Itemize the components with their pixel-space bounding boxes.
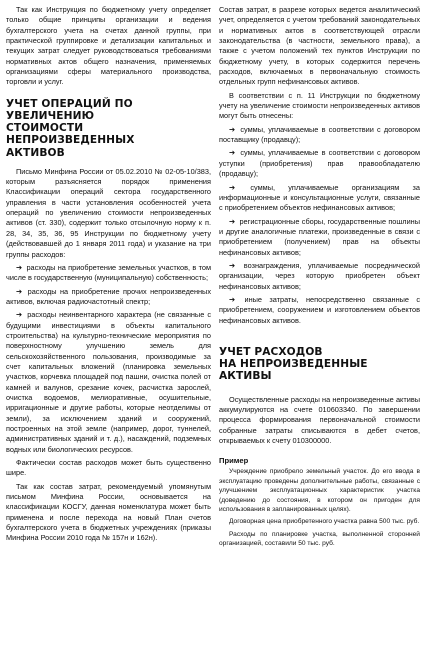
left-column [6,5,211,547]
bullet-text: расходы на приобретение земельных участков, в том числе в государственную (муниципальную) собственность; [6,262,211,283]
example-paragraph: Учреждение приобрело земельный участок. До его ввода в эксплуатацию проведены дополнительные работы, связанные с улучшением эксплуатационных характеристик участка (доведению до состояния, в котором он пригоден для использования в запланированных целях). [219,468,420,513]
paragraph: Состав затрат, в разрезе которых ведется аналитический учет, определяется с учетом требований законодательных и нормативных актов в соответствующей отрасли законодательства (в частности, земельного права), а также с учетом положений тех пунктов Инструкции по бюджетному учету, в которых содержится перечень расходов, включаемых в первоначальную стоимость отдельных групп нефинансовых активов. [219,5,420,87]
paragraph: Так как состав затрат, рекомендуемый упомянутым письмом Минфина России, основывается на классификации КОСГУ, данная номенклатура может быть применена и после перехода на новый План счетов бухгалтерского учета в бюджетных учреждениях (приказы Минфина России 2010 года № 157н и 162н). [6,481,211,543]
heading-line: НА НЕПРОИЗВЕДЕННЫЕ АКТИВЫ [219,358,368,383]
arrow-bullet-icon: ➔ [229,216,236,226]
intro-paragraph: Так как Инструкция по бюджетному учету определяет только общие принципы организации и ведения бухгалтерского учета на счетах данной группы, при практической группировке и детализации капитальных и текущих затрат следует руководствоваться требованиями нормативных актов общего назначения, применяемых организациями сферы материального производства, торговли и услуг. [6,5,211,87]
bullet-text: суммы, уплачиваемые в соответствии с договором уступки (приобретения) прав правообладателю (продавцу); [219,148,420,179]
example-paragraph: Договорная цена приобретенного участка равна 500 тыс. руб. [229,518,420,526]
right-column [219,5,420,552]
arrow-bullet-icon: ➔ [229,148,236,158]
arrow-bullet-icon: ➔ [229,294,236,304]
bullet-text: расходы неинвентарного характера (не связанные с будущими инвестициями в объекты капитального строительства) на культурно-технические мероприятия по поверхностному улучшению земель для сельскохозяйственного пользования, производимые за счет капитальных вложений (планировка земельных участков, корчевка площадей под пашни, очистка полей от камней и валунов, срезание кочек, расчистка зарослей, очистка водоемов, мелиоративные, осушительные, ирригационные и другие работы, которые неотделимы от земли), за исключением зданий и сооружений, построенных на этой земле (например, дорог, туннелей, административных зданий и т. д.), насаждений, подземных водных или биологических ресурсов. [6,310,211,454]
paragraph: Фактически состав расходов может быть существенно шире. [6,458,211,478]
section-heading-increase [6,98,211,159]
arrow-bullet-icon: ➔ [229,124,236,134]
bullet-item [219,183,420,214]
heading-line: СТОИМОСТИ НЕПРОИЗВЕДЕННЫХ [6,122,135,147]
bullet-text: суммы, уплачиваемые в соответствии с договором поставщику (продавцу); [219,124,420,145]
bullet-item [6,310,211,455]
paragraph: Осуществленные расходы на непроизведенные активы аккумулируются на счете 010603340. По завершении процесса формирования первоначальной стоимости собранные затраты списываются в дебет счетов, открываемых к счету 010300000. [219,394,420,445]
example-block [219,456,420,548]
arrow-bullet-icon: ➔ [16,262,23,272]
arrow-bullet-icon: ➔ [16,286,23,296]
bullet-text: вознаграждения, уплачиваемые посреднической организации, через которую приобретен объект нефинансовых активов; [219,260,420,291]
bullet-text: расходы на приобретение прочих непроизведенных активов, включая радиочастотный спектр; [6,286,211,306]
heading-line: АКТИВОВ [6,146,65,159]
bullet-item [219,261,420,292]
example-paragraph: Расходы по планировке участка, выполненной сторонней организацией, составили 50 тыс. руб. [219,530,420,548]
bullet-text: регистрационные сборы, государственные пошлины и другие аналогичные платежи, произведенные в связи с приобретением (получением) прав на объекты нефинансовых активов; [219,216,420,257]
example-title: Пример [219,456,249,466]
arrow-bullet-icon: ➔ [229,182,236,192]
bullet-item [219,295,420,326]
bullet-text: суммы, уплачиваемые организациям за информационные и консультационные услуги, связанные с приобретением объектов нефинансовых активов; [219,182,420,213]
arrow-bullet-icon: ➔ [229,260,236,270]
letter-paragraph: Письмо Минфина России от 05.02.2010 № 02-05-10/383, которым разъясняется порядок применения Классификации операций сектора государственного управления в части установления особенностей учета операций по увеличению стоимости непроизведенных активов (ст. 330), содержит только отсылочную норму к п. 28, 34, 35, 36, 95 Инструкции по бюджетному учету (действовавшей до 1 января 2011 года) и указание на три группы расходов: [6,166,211,259]
bullet-item [6,287,211,308]
paragraph: В соответствии с п. 11 Инструкции по бюджетному учету на увеличение стоимости непроизведенных активов могут быть отнесены: [219,90,420,121]
section-heading-expenses [219,346,420,383]
heading-line: УЧЕТ ОПЕРАЦИЙ ПО УВЕЛИЧЕНИЮ [6,97,133,122]
arrow-bullet-icon: ➔ [16,310,23,320]
bullet-text: иные затраты, непосредственно связанные с приобретением, сооружением и изготовлением объектов нефинансовых активов. [219,294,420,325]
bullet-item [6,263,211,284]
bullet-item [219,148,420,179]
bullet-item [219,125,420,146]
bullet-item [219,217,420,258]
heading-line: УЧЕТ РАСХОДОВ [219,345,323,358]
